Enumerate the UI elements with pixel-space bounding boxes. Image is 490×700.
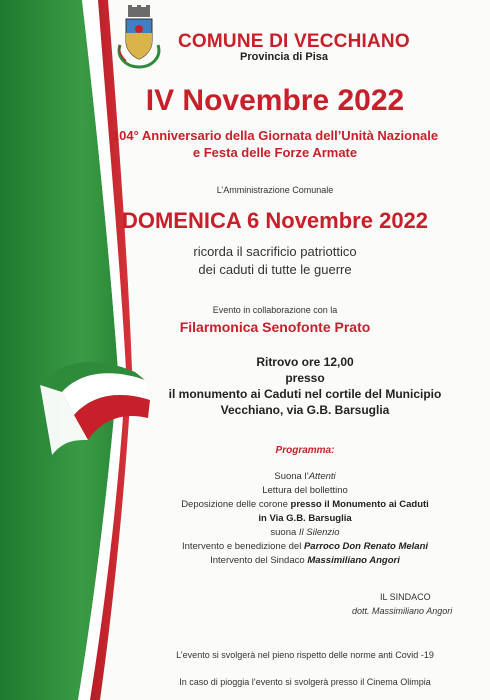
ricorda-line-2: dei caduti di tutte le guerre <box>198 262 352 277</box>
signature-name: dott. Massimiliano Angori <box>352 606 453 616</box>
comune-name: COMUNE DI VECCHIANO <box>178 31 410 52</box>
ritrovo-line-2: presso <box>285 371 325 385</box>
programma-list <box>120 470 490 568</box>
programma-text: Intervento e benedizione del <box>181 541 304 552</box>
programma-emphasis: Massimiliano Angori <box>307 555 400 566</box>
ritrovo-line-1: Ritrovo ore 12,00 <box>256 355 354 369</box>
ricorda-text <box>60 243 490 279</box>
signature-role: IL SINDACO <box>380 592 431 602</box>
programma-emphasis: Il Silenzio <box>298 527 340 538</box>
ritrovo-line-3: il monumento ai Caduti nel cortile del Municipio <box>168 387 442 401</box>
programma-item <box>120 540 490 554</box>
programma-text: Suona l’ <box>274 471 309 482</box>
programma-item <box>120 526 490 540</box>
amministrazione-label: L’Amministrazione Comunale <box>216 185 334 195</box>
programma-text: suona <box>270 527 299 538</box>
programma-item <box>120 512 490 526</box>
programma-emphasis: presso il Monumento ai Caduti <box>290 499 429 510</box>
ricorda-line-1: ricorda il sacrificio patriottico <box>193 244 357 259</box>
programma-item <box>120 470 490 484</box>
programma-emphasis: in Via G.B. Barsuglia <box>258 513 352 524</box>
programma-emphasis: Parroco Don Renato Melani <box>303 541 429 552</box>
filarmonica-name: Filarmonica Senofonte Prato <box>179 319 371 335</box>
footer-rain-note: In caso di pioggia l’evento si svolgerà presso il Cinema Olimpia <box>179 677 431 687</box>
programma-text: Intervento del Sindaco <box>210 555 308 566</box>
footer-covid-note: L’evento si svolgerà nel pieno rispetto delle norme anti Covid -19 <box>176 650 434 660</box>
page-title: IV Novembre 2022 <box>145 84 405 117</box>
comune-crest-logo <box>114 5 164 71</box>
programma-emphasis: Attenti <box>308 471 336 482</box>
event-date: DOMENICA 6 Novembre 2022 <box>121 208 429 233</box>
programma-text: Deposizione delle corone <box>181 499 291 510</box>
collaborazione-label: Evento in collaborazione con la <box>212 305 338 315</box>
programma-item <box>120 554 490 568</box>
subtitle <box>60 127 490 161</box>
ritrovo-block <box>120 354 490 418</box>
programma-title: Programma: <box>275 445 335 456</box>
provincia-label: Provincia di Pisa <box>240 51 329 63</box>
subtitle-line-2: e Festa delle Forze Armate <box>192 145 358 160</box>
ritrovo-line-4: Vecchiano, via G.B. Barsuglia <box>220 403 390 417</box>
subtitle-line-1: 104° Anniversario della Giornata dell’Unità Nazionale <box>111 128 439 143</box>
programma-item: Lettura del bollettino <box>262 485 348 496</box>
programma-item <box>120 498 490 512</box>
